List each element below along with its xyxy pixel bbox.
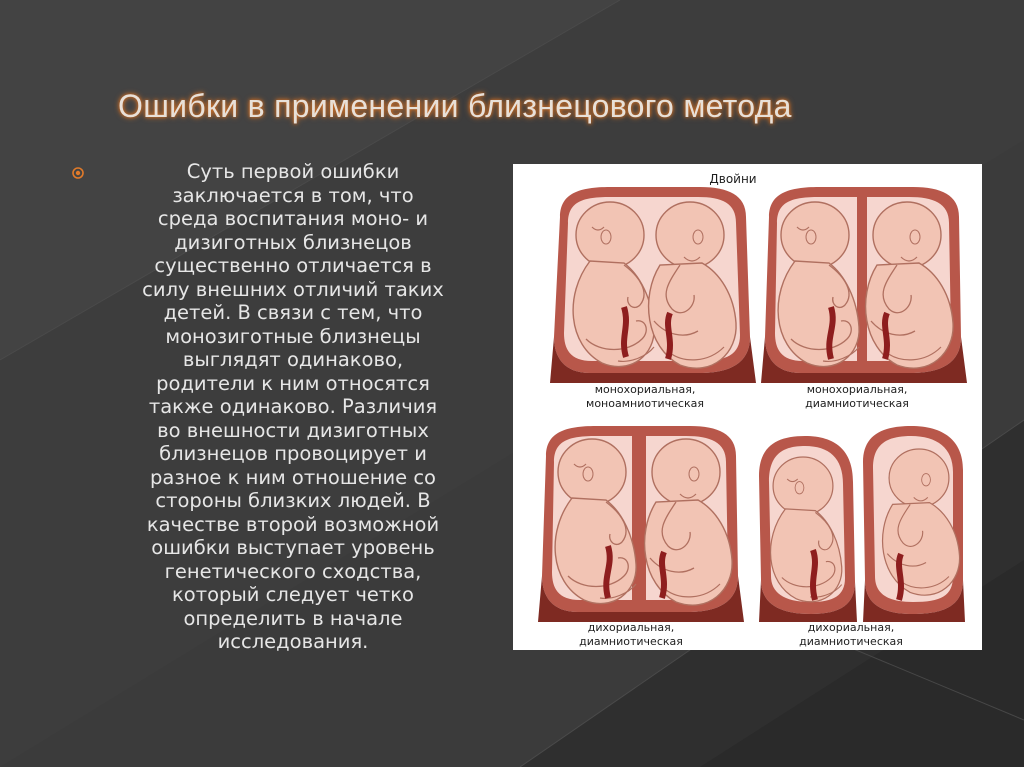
- panel-di-di-separate: [759, 426, 965, 622]
- twins-diagram: [513, 164, 982, 650]
- panel-di-di-fused: [538, 426, 744, 622]
- bullet-ring-icon: [72, 167, 84, 179]
- body-text: Суть первой ошибки заключается в том, что среда воспитания моно- и дизиготных близнецов существенно отличается в силу внешних отличий таких детей. В связи с тем, что монозиготные близнецы выглядят одинаково, родители к ним относятся также одинаково. Различия во внешности дизиготных близнецов провоцирует и разное к ним отношение со стороны близких людей. В качестве второй возможной ошибки выступает уровень генетического сходства, который следует четко определить в начале исследования.: [142, 160, 444, 653]
- figure-heading: Двойни: [709, 172, 757, 186]
- caption-panel-2: монохориальная, диамниотическая: [805, 383, 909, 410]
- panel-mono-mono: [550, 187, 756, 383]
- caption-panel-1: монохориальная, моноамниотическая: [586, 383, 704, 410]
- slide-title: Ошибки в применении близнецового метода: [118, 88, 792, 124]
- panel-mono-di: [761, 187, 967, 383]
- caption-panel-3: дихориальная, диамниотическая: [579, 621, 683, 648]
- caption-panel-4: дихориальная, диамниотическая: [799, 621, 903, 648]
